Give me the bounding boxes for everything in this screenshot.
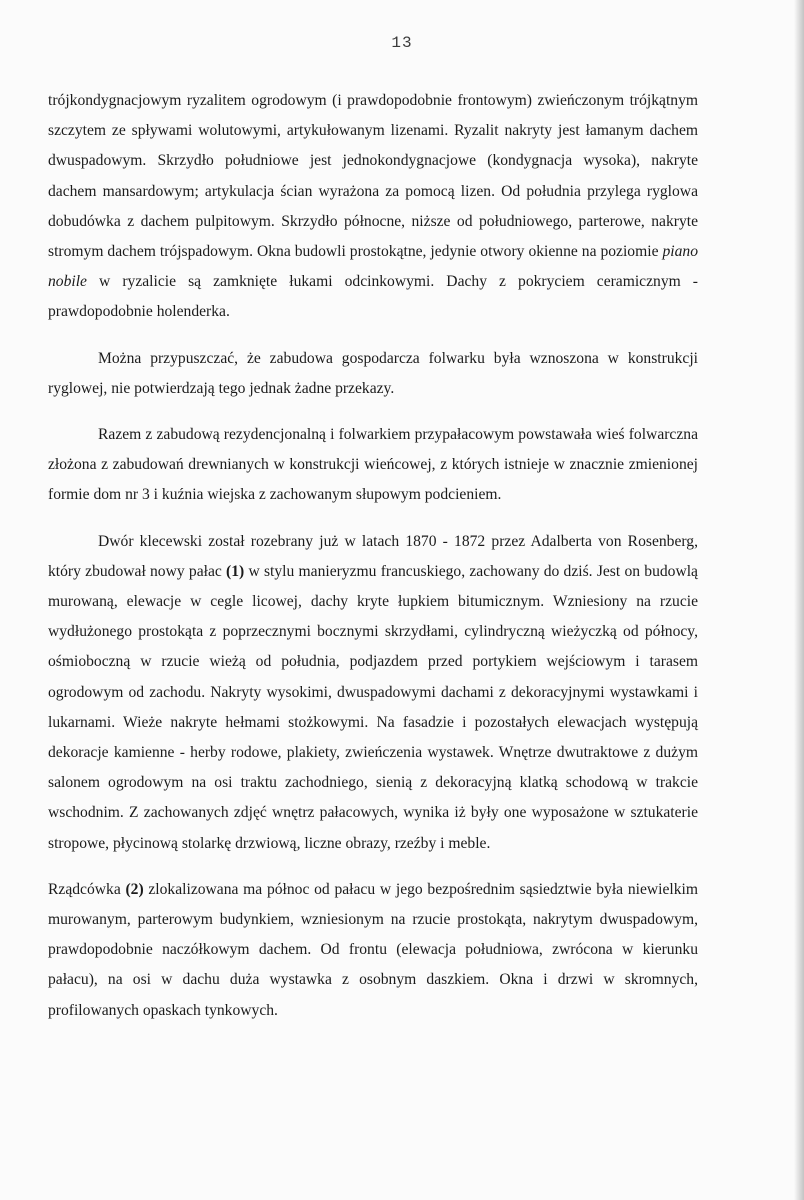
paragraph-4-ref: (1) <box>226 562 245 580</box>
page-number: 13 <box>391 34 413 52</box>
body-text <box>48 86 698 1042</box>
paragraph-1-text: trójkondygnacjowym ryzalitem ogrodowym (i prawdopodobnie frontowym) zwieńczonym trójkątnym szczytem ze spływami wolutowymi, artykułowanym lizenami. Ryzalit nakryty jest łamanym dachem dwuspadowym. Skrzydło południowe jest jednokondygnacjowe (kondygnacja wysoka), nakryte dachem mansardowym; artykulacja ścian wyrażona za pomocą lizen. Od południa przylega ryglowa dobudówka z dachem pulpitowym. Skrzydło północne, niższe od południowego, parterowe, nakryte stromym dachem trójspadowym. Okna budowli prostokątne, jedynie otwory okienne na poziomie <box>48 92 698 261</box>
paragraph-1-text-after: w ryzalicie są zamknięte łukami odcinkowymi. Dachy z pokryciem ceramicznym - prawdopodobnie holenderka. <box>48 273 698 321</box>
paragraph-4-text-before: Dwór klecewski został rozebrany już w latach 1870 - 1872 przez Adalberta von Rosenberg, który zbudował nowy pałac <box>48 532 698 580</box>
paragraph-3 <box>48 420 698 511</box>
paragraph-1-italic: piano nobile <box>48 243 698 291</box>
paragraph-2-text: Można przypuszczać, że zabudowa gospodarcza folwarku była wznoszona w konstrukcji ryglowej, nie potwierdzają tego jednak żadne przekazy. <box>48 349 698 397</box>
paragraph-4-text-after: w stylu manieryzmu francuskiego, zachowany do dziś. Jest on budowlą murowaną, elewacje w cegle licowej, dachy kryte łupkiem bitumicznym. Wzniesiony na rzucie wydłużonego prostokąta z poprzecznymi bocznymi skrzydłami, cylindryczną wieżyczką od północy, ośmioboczną w rzucie wieżą od południa, podjazdem przed portykiem wejściowym i tarasem ogrodowym od zachodu. Nakryty wysokimi, dwuspadowymi dachami z dekoracyjnymi wystawkami i lukarnami. Wieże nakryte hełmami stożkowymi. Na fasadzie i pozostałych elewacjach występują dekoracje kamienne - herby rodowe, plakiety, zwieńczenia wystawek. Wnętrze dwutraktowe z dużym salonem ogrodowym na osi traktu zachodniego, sienią z dekoracyjną klatką schodową w trakcie wschodnim. Z zachowanych zdjęć wnętrz pałacowych, wynika iż były one wyposażone w sztukaterie stropowe, płycinową stolarkę drzwiową, liczne obrazy, rzeźby i meble. <box>48 562 698 852</box>
paragraph-5-text-before: Rządcówka <box>48 880 126 898</box>
paragraph-2 <box>48 344 698 404</box>
paragraph-5 <box>48 875 698 1026</box>
paragraph-3-text: Razem z zabudową rezydencjonalną i folwarkiem przypałacowym powstawała wieś folwarczna złożona z zabudowań drewnianych w konstrukcji wieńcowej, z których istnieje w znacznie zmienionej formie dom nr 3 i kuźnia wiejska z zachowanym słupowym podcieniem. <box>48 426 698 504</box>
paragraph-4 <box>48 527 698 859</box>
paragraph-1 <box>48 86 698 328</box>
page-edge-shadow <box>794 0 804 1200</box>
paragraph-5-text-after: zlokalizowana ma północ od pałacu w jego bezpośrednim sąsiedztwie była niewielkim murowanym, parterowym budynkiem, wzniesionym na rzucie prostokąta, nakrytym dwuspadowym, prawdopodobnie naczółkowym dachem. Od frontu (elewacja południowa, zwrócona w kierunku pałacu), na osi w dachu duża wystawka z osobnym daszkiem. Okna i drzwi w skromnych, profilowanych opaskach tynkowych. <box>48 880 698 1019</box>
paragraph-5-ref: (2) <box>125 880 144 898</box>
